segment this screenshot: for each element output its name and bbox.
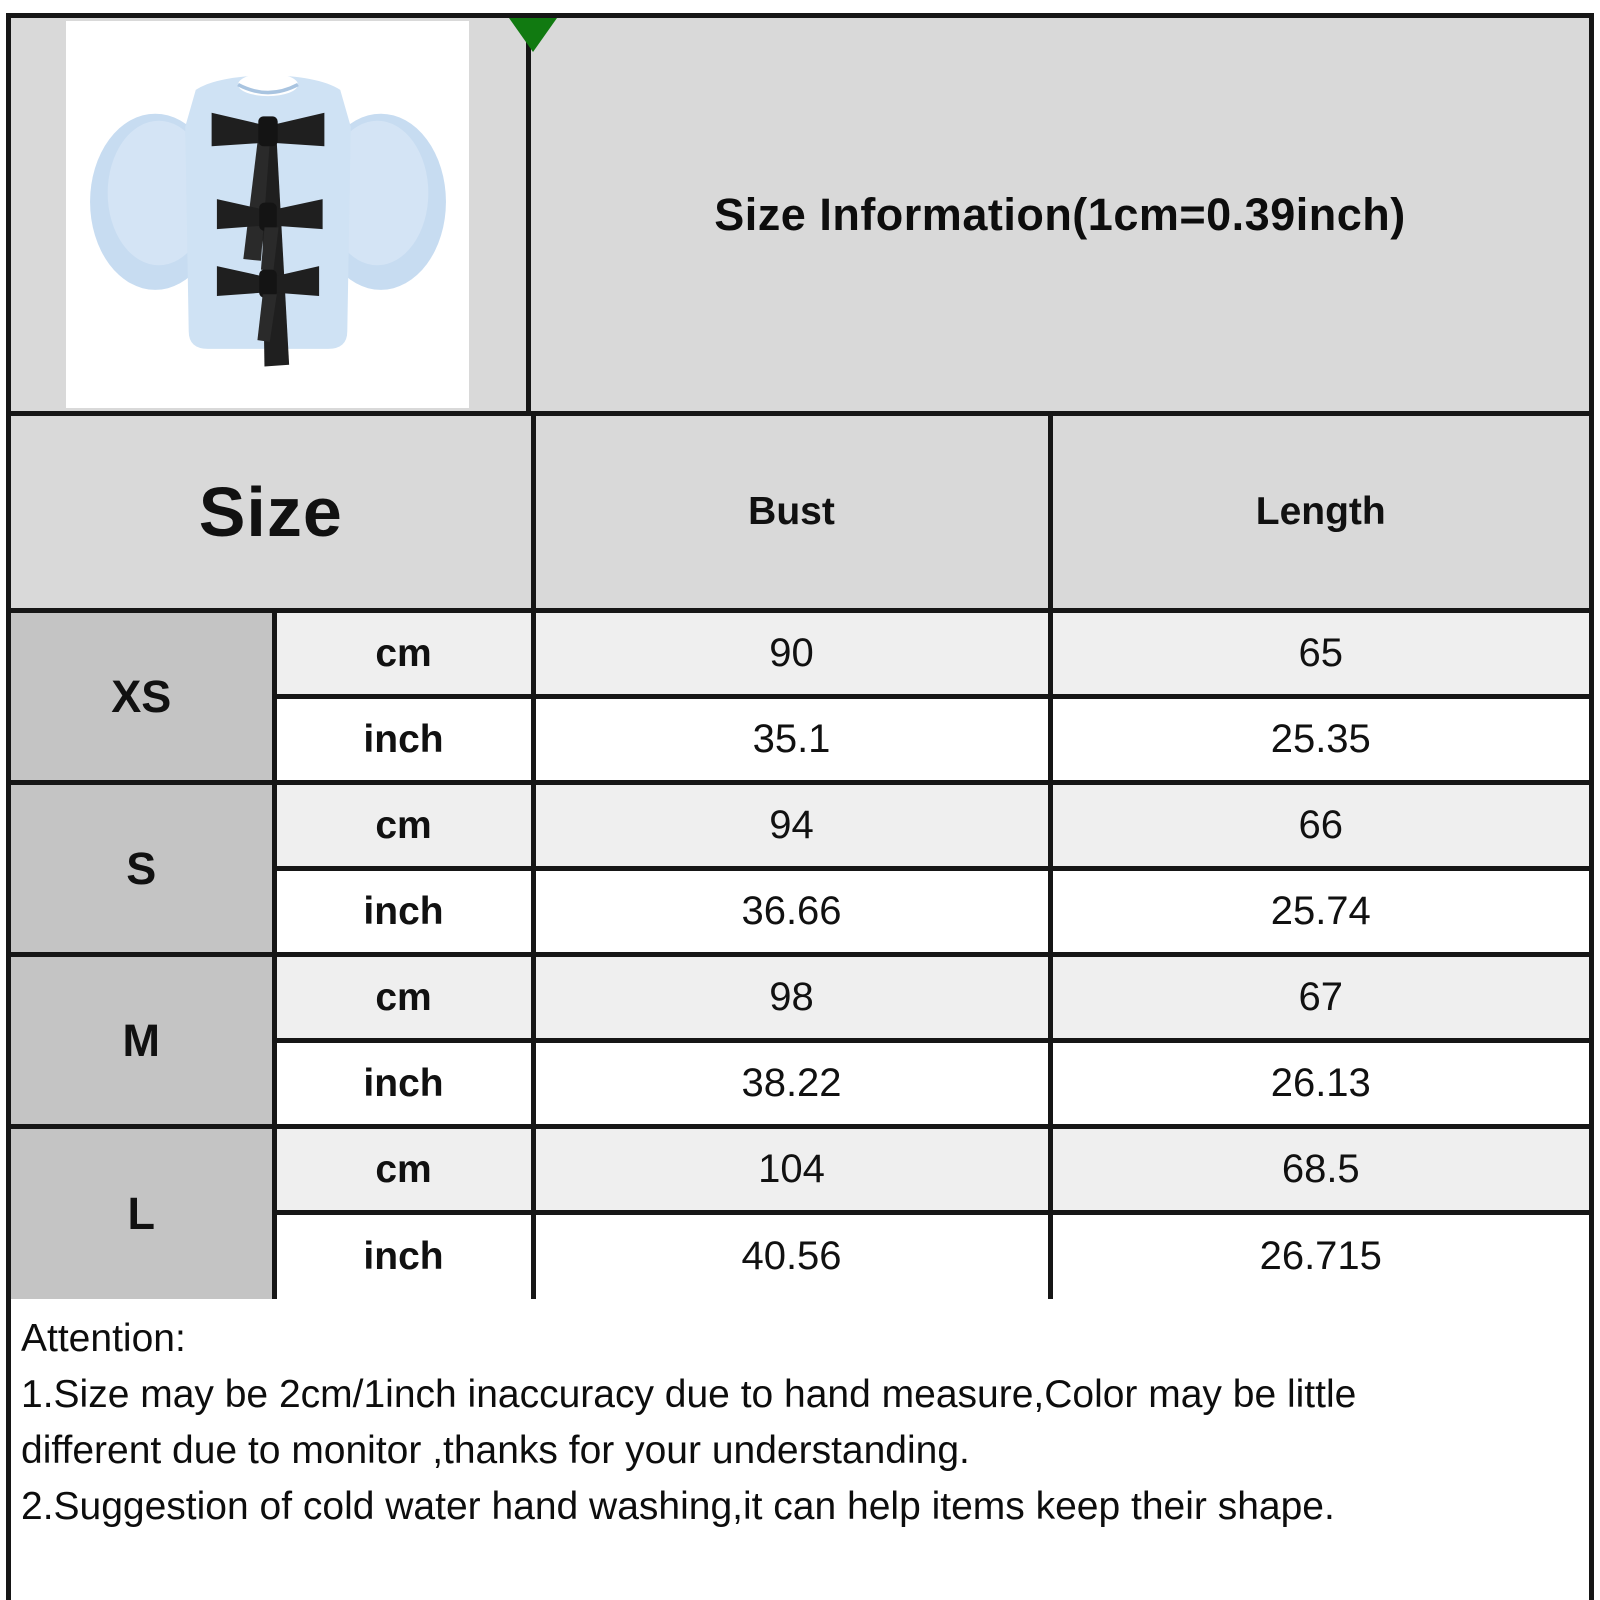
length-column-header: Length <box>1050 416 1589 611</box>
attention-note-1-cont: different due to monitor ,thanks for your understanding. <box>21 1428 970 1472</box>
l-length-cm: 68.5 <box>1050 1127 1589 1213</box>
unit-inch: inch <box>274 697 533 783</box>
size-column-header: Size <box>11 416 533 611</box>
l-bust-inch: 40.56 <box>533 1213 1050 1299</box>
m-length-inch: 26.13 <box>1050 1041 1589 1127</box>
xs-bust-inch: 35.1 <box>533 697 1050 783</box>
unit-cm: cm <box>274 611 533 697</box>
size-label-m: M <box>11 955 274 1127</box>
attention-note-2: 2.Suggestion of cold water hand washing,it can help items keep their shape. <box>21 1484 1335 1528</box>
attention-heading: Attention: <box>21 1316 186 1360</box>
l-length-inch: 26.715 <box>1050 1213 1589 1299</box>
s-length-cm: 66 <box>1050 783 1589 869</box>
table-row <box>11 955 1589 1041</box>
unit-cm: cm <box>274 1127 533 1213</box>
unit-cm: cm <box>274 783 533 869</box>
attention-notes <box>11 1299 1589 1535</box>
xs-bust-cm: 90 <box>533 611 1050 697</box>
size-label-xs: XS <box>11 611 274 783</box>
title-cell <box>531 18 1589 411</box>
xs-length-cm: 65 <box>1050 611 1589 697</box>
blouse-illustration <box>83 31 453 399</box>
s-bust-inch: 36.66 <box>533 869 1050 955</box>
s-bust-cm: 94 <box>533 783 1050 869</box>
unit-inch: inch <box>274 1213 533 1299</box>
product-photo-cell <box>11 18 531 411</box>
xs-length-inch: 25.35 <box>1050 697 1589 783</box>
green-corner-marker <box>509 18 557 52</box>
table-row <box>11 1127 1589 1213</box>
banner <box>11 18 1589 416</box>
attention-note-1: 1.Size may be 2cm/1inch inaccuracy due to hand measure,Color may be little <box>21 1372 1357 1416</box>
unit-inch: inch <box>274 869 533 955</box>
size-label-l: L <box>11 1127 274 1299</box>
size-info-title: Size Information(1cm=0.39inch) <box>714 188 1406 240</box>
unit-inch: inch <box>274 1041 533 1127</box>
size-table <box>11 416 1589 1299</box>
table-header-row <box>11 416 1589 611</box>
product-photo <box>66 21 469 408</box>
l-bust-cm: 104 <box>533 1127 1050 1213</box>
s-length-inch: 25.74 <box>1050 869 1589 955</box>
size-label-s: S <box>11 783 274 955</box>
bust-column-header: Bust <box>533 416 1050 611</box>
m-bust-inch: 38.22 <box>533 1041 1050 1127</box>
chart-frame <box>6 13 1594 1600</box>
m-length-cm: 67 <box>1050 955 1589 1041</box>
table-row <box>11 783 1589 869</box>
table-row <box>11 611 1589 697</box>
m-bust-cm: 98 <box>533 955 1050 1041</box>
unit-cm: cm <box>274 955 533 1041</box>
